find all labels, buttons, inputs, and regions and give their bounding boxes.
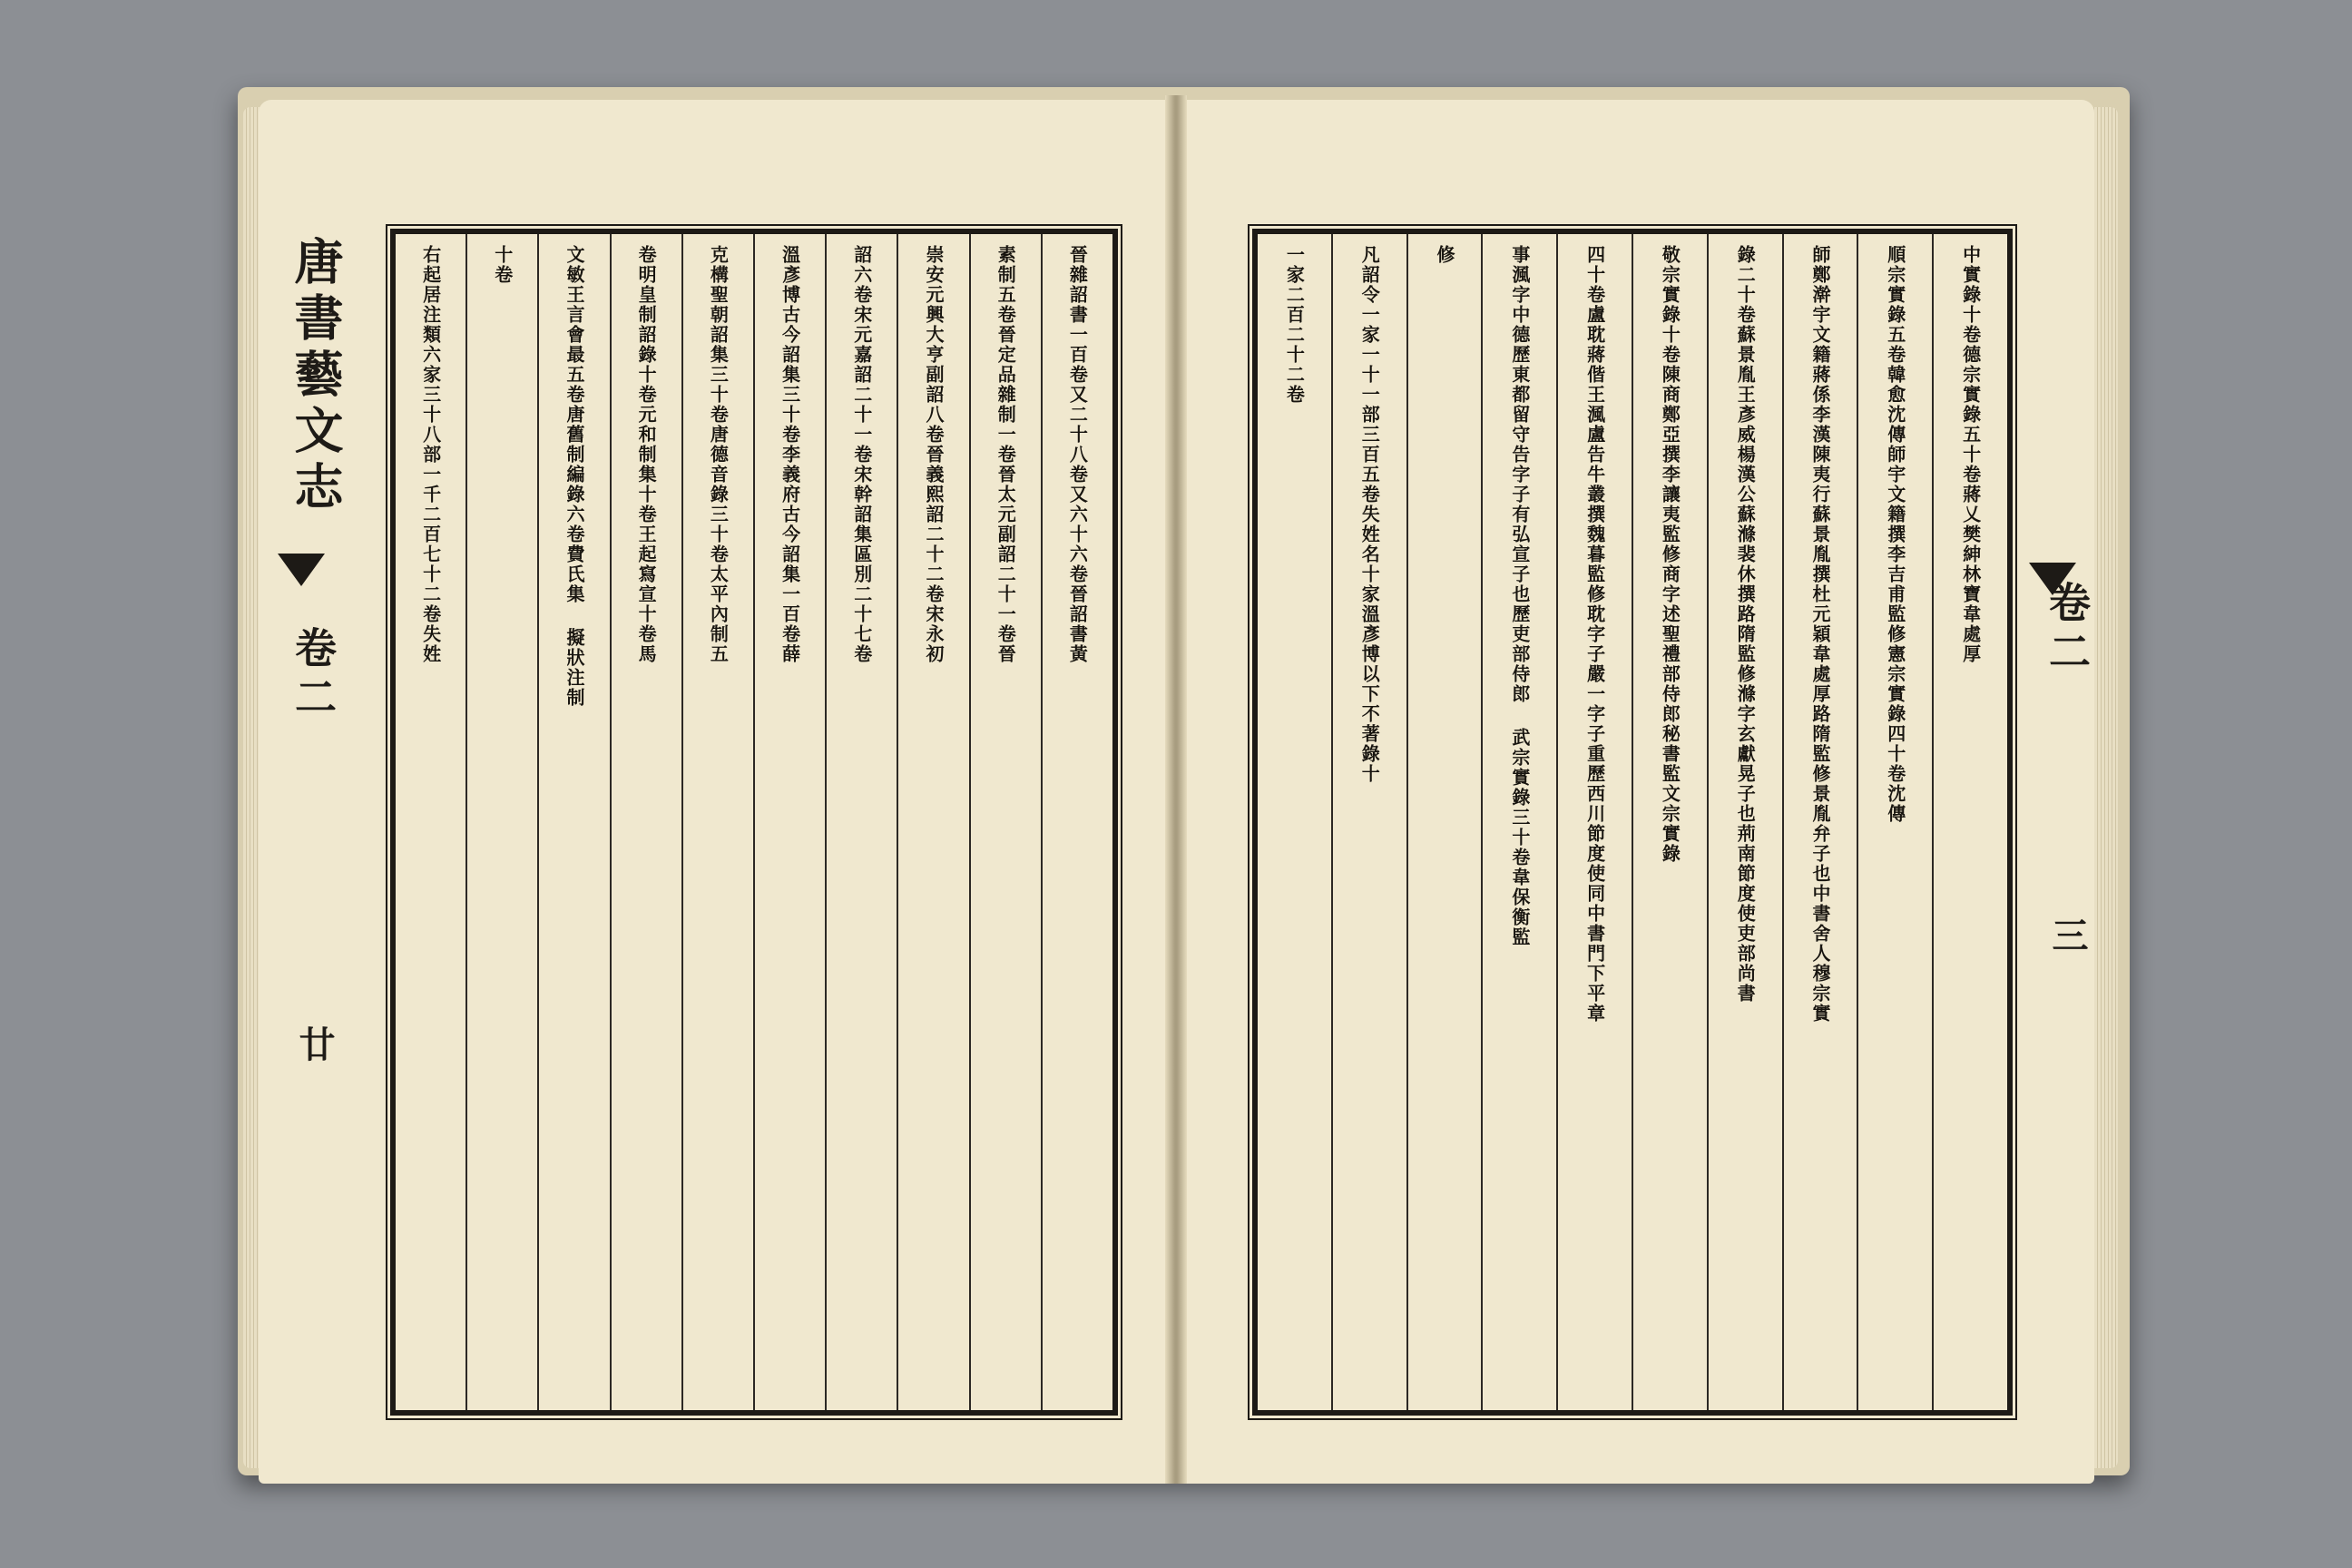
left-fishtail-mark-icon bbox=[278, 554, 325, 586]
left-text-frame bbox=[390, 229, 1118, 1416]
text-column: 晉雜詔書一百卷又二十八卷又六十六卷晉詔書黃 bbox=[1041, 234, 1112, 1410]
summary-column: 一家二百二十二卷 bbox=[1283, 245, 1306, 405]
text-column: 溫彥博古今詔集三十卷李義府古今詔集一百卷薛 bbox=[753, 234, 825, 1410]
right-text-frame bbox=[1252, 229, 2013, 1416]
text-column: 敬宗實錄十卷陳商鄭亞撰李讓夷監修商字述聖禮部侍郎秘書監文宗實錄 bbox=[1632, 234, 1707, 1410]
text-column: 崇安元興大亨副詔八卷晉義熙詔二十二卷宋永初 bbox=[897, 234, 968, 1410]
text-column: 文敏王言會最五卷唐舊制編錄六卷費氏集 擬狀注制 bbox=[537, 234, 609, 1410]
text-column: 中實錄十卷德宗實錄五十卷蔣乂樊紳林寶韋處厚 bbox=[1932, 234, 2007, 1410]
text-column: 詔六卷宋元嘉詔二十一卷宋幹詔集區別二十七卷 bbox=[825, 234, 897, 1410]
text-column: 師鄭澣宇文籍蔣係李漢陳夷行蘇景胤撰杜元穎韋處厚路隋監修景胤弁子也中書舍人穆宗實 bbox=[1782, 234, 1857, 1410]
text-column: 素制五卷晉定品雜制一卷晉太元副詔二十一卷晉 bbox=[969, 234, 1041, 1410]
text-column: 錄二十卷蘇景胤王彥威楊漢公蘇滌裴休撰路隋監修滌字玄獻晃子也荊南節度使吏部尚書 bbox=[1707, 234, 1782, 1410]
summary-column: 凡詔令一家一十一部三百五卷失姓名十家溫彥博以下不著錄十 bbox=[1331, 234, 1406, 1410]
text-column: 順宗實錄五卷韓愈沈傳師宇文籍撰李吉甫監修憲宗實錄四十卷沈傳 bbox=[1857, 234, 1932, 1410]
left-margin-folio: 廿 bbox=[293, 1025, 336, 1069]
left-margin-title: 唐書藝文志 bbox=[287, 236, 345, 517]
text-column: 十卷 bbox=[466, 234, 537, 1410]
book-gutter bbox=[1165, 95, 1187, 1484]
text-column: 四十卷盧耽蔣偕王渢盧告牛叢撰魏暮監修耽字子嚴一字子重歷西川節度使同中書門下平章 bbox=[1556, 234, 1632, 1410]
text-column: 克構聖朝詔集三十卷唐德音錄三十卷太平內制五 bbox=[681, 234, 753, 1410]
summary-column: 右起居注類六家三十八部一千二百七十二卷失姓 bbox=[419, 245, 442, 664]
left-margin-volume: 卷二 bbox=[289, 626, 338, 724]
right-margin-volume: 卷二 bbox=[2043, 581, 2092, 679]
text-column: 事渢字中德歷東都留守告字子有弘宣子也歷吏部侍郎 武宗實錄三十卷韋保衡監 bbox=[1481, 234, 1556, 1410]
text-column: 修 bbox=[1406, 234, 1482, 1410]
text-column: 卷明皇制詔錄十卷元和制集十卷王起寫宣十卷馬 bbox=[610, 234, 681, 1410]
right-margin-folio: 三 bbox=[2046, 916, 2089, 960]
